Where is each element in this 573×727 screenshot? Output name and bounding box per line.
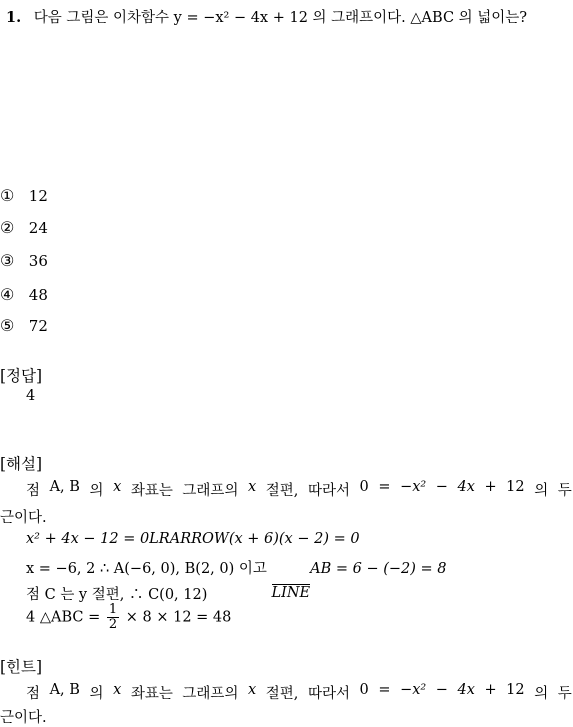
explanation-word: x [248, 479, 257, 495]
equation-factoring: x² + 4x − 12 = 0LRARROW(x + 6)(x − 2) = 0 [26, 531, 360, 547]
explanation-line-2 [26, 531, 360, 547]
explanation-word: − [435, 479, 448, 495]
roots-text: x = −6, 2 ∴ A(−6, 0), B(2, 0) 이고 [26, 561, 267, 577]
choice-value: 36 [28, 252, 48, 270]
explanation-label: [해설] [0, 455, 43, 473]
explanation-word: −x² [400, 479, 427, 495]
choice-mark: ① [0, 186, 15, 205]
explanation-word: 점 [26, 483, 41, 499]
hint-word: 의 [534, 686, 549, 702]
hint-line-1-tail: 근이다. [0, 710, 47, 726]
choice-value: 72 [28, 317, 48, 335]
choice-4[interactable] [0, 285, 48, 304]
hint-word: 12 [506, 682, 525, 698]
explanation-word: 12 [506, 479, 525, 495]
hint-word: x [113, 682, 122, 698]
hint-line-1 [26, 682, 572, 703]
choice-mark: ⑤ [0, 316, 15, 335]
question-text: 다음 그림은 이차함수 y = −x² − 4x + 12 의 그래프이다. △ABC 의 넓이는? [33, 10, 528, 26]
answer-value: 4 [26, 388, 36, 404]
choice-2[interactable] [0, 218, 48, 237]
hint-word: + [484, 682, 497, 698]
choice-mark: ③ [0, 251, 15, 270]
hint-word: = [378, 682, 391, 698]
hint-word: x [248, 682, 257, 698]
choice-5[interactable] [0, 316, 48, 335]
explanation-word: 의 [534, 483, 549, 499]
hint-word: 그래프의 [182, 686, 239, 702]
explanation-word: 0 [359, 479, 369, 495]
explanation-word: 두 [557, 483, 572, 499]
explanation-word: 좌표는 [130, 483, 173, 499]
hint-word: 0 [359, 682, 369, 698]
explanation-line-1 [26, 479, 572, 500]
hint-word: 두 [557, 686, 572, 702]
choice-value: 48 [28, 286, 48, 304]
fraction-half [107, 603, 119, 632]
question-number: 1. [6, 9, 22, 26]
explanation-word: 따라서 [307, 483, 350, 499]
question-line [6, 6, 527, 27]
line-segment-notation [272, 578, 311, 601]
choice-value: 24 [28, 219, 48, 237]
hint-word: 의 [89, 686, 104, 702]
choice-3[interactable] [0, 251, 48, 270]
choice-1[interactable] [0, 186, 48, 205]
explanation-line-4: 점 C 는 y 절편, ∴ C(0, 12) [26, 587, 208, 603]
explanation-line-5 [26, 603, 231, 632]
hint-word: A, B [49, 682, 80, 698]
hint-word: 따라서 [307, 686, 350, 702]
explanation-word: A, B [49, 479, 80, 495]
segment-length-text: AB = 6 − (−2) = 8 [310, 561, 447, 577]
explanation-word: x [113, 479, 122, 495]
explanation-word: 절편, [265, 483, 299, 499]
hint-word: −x² [400, 682, 427, 698]
fraction-denominator: 2 [108, 617, 118, 632]
line-segment-label: LINE [271, 585, 311, 601]
hint-word: 좌표는 [130, 686, 173, 702]
explanation-word: + [484, 479, 497, 495]
choice-value: 12 [28, 187, 48, 205]
figure-area [30, 34, 550, 184]
hint-word: − [435, 682, 448, 698]
hint-word: 점 [26, 686, 41, 702]
hint-word: 절편, [265, 686, 299, 702]
explanation-line-1-tail: 근이다. [0, 510, 47, 526]
explanation-word: = [378, 479, 391, 495]
choice-mark: ④ [0, 285, 15, 304]
answer-label: [정답] [0, 367, 43, 385]
area-text-right: × 8 × 12 = 48 [125, 609, 232, 626]
choice-mark: ② [0, 218, 15, 237]
explanation-word: 의 [89, 483, 104, 499]
hint-word: 4x [457, 682, 475, 698]
area-text-left: 4 △ABC = [26, 609, 101, 626]
hint-label: [힌트] [0, 658, 43, 676]
explanation-word: 4x [457, 479, 475, 495]
fraction-numerator: 1 [108, 602, 118, 617]
explanation-word: 그래프의 [182, 483, 239, 499]
